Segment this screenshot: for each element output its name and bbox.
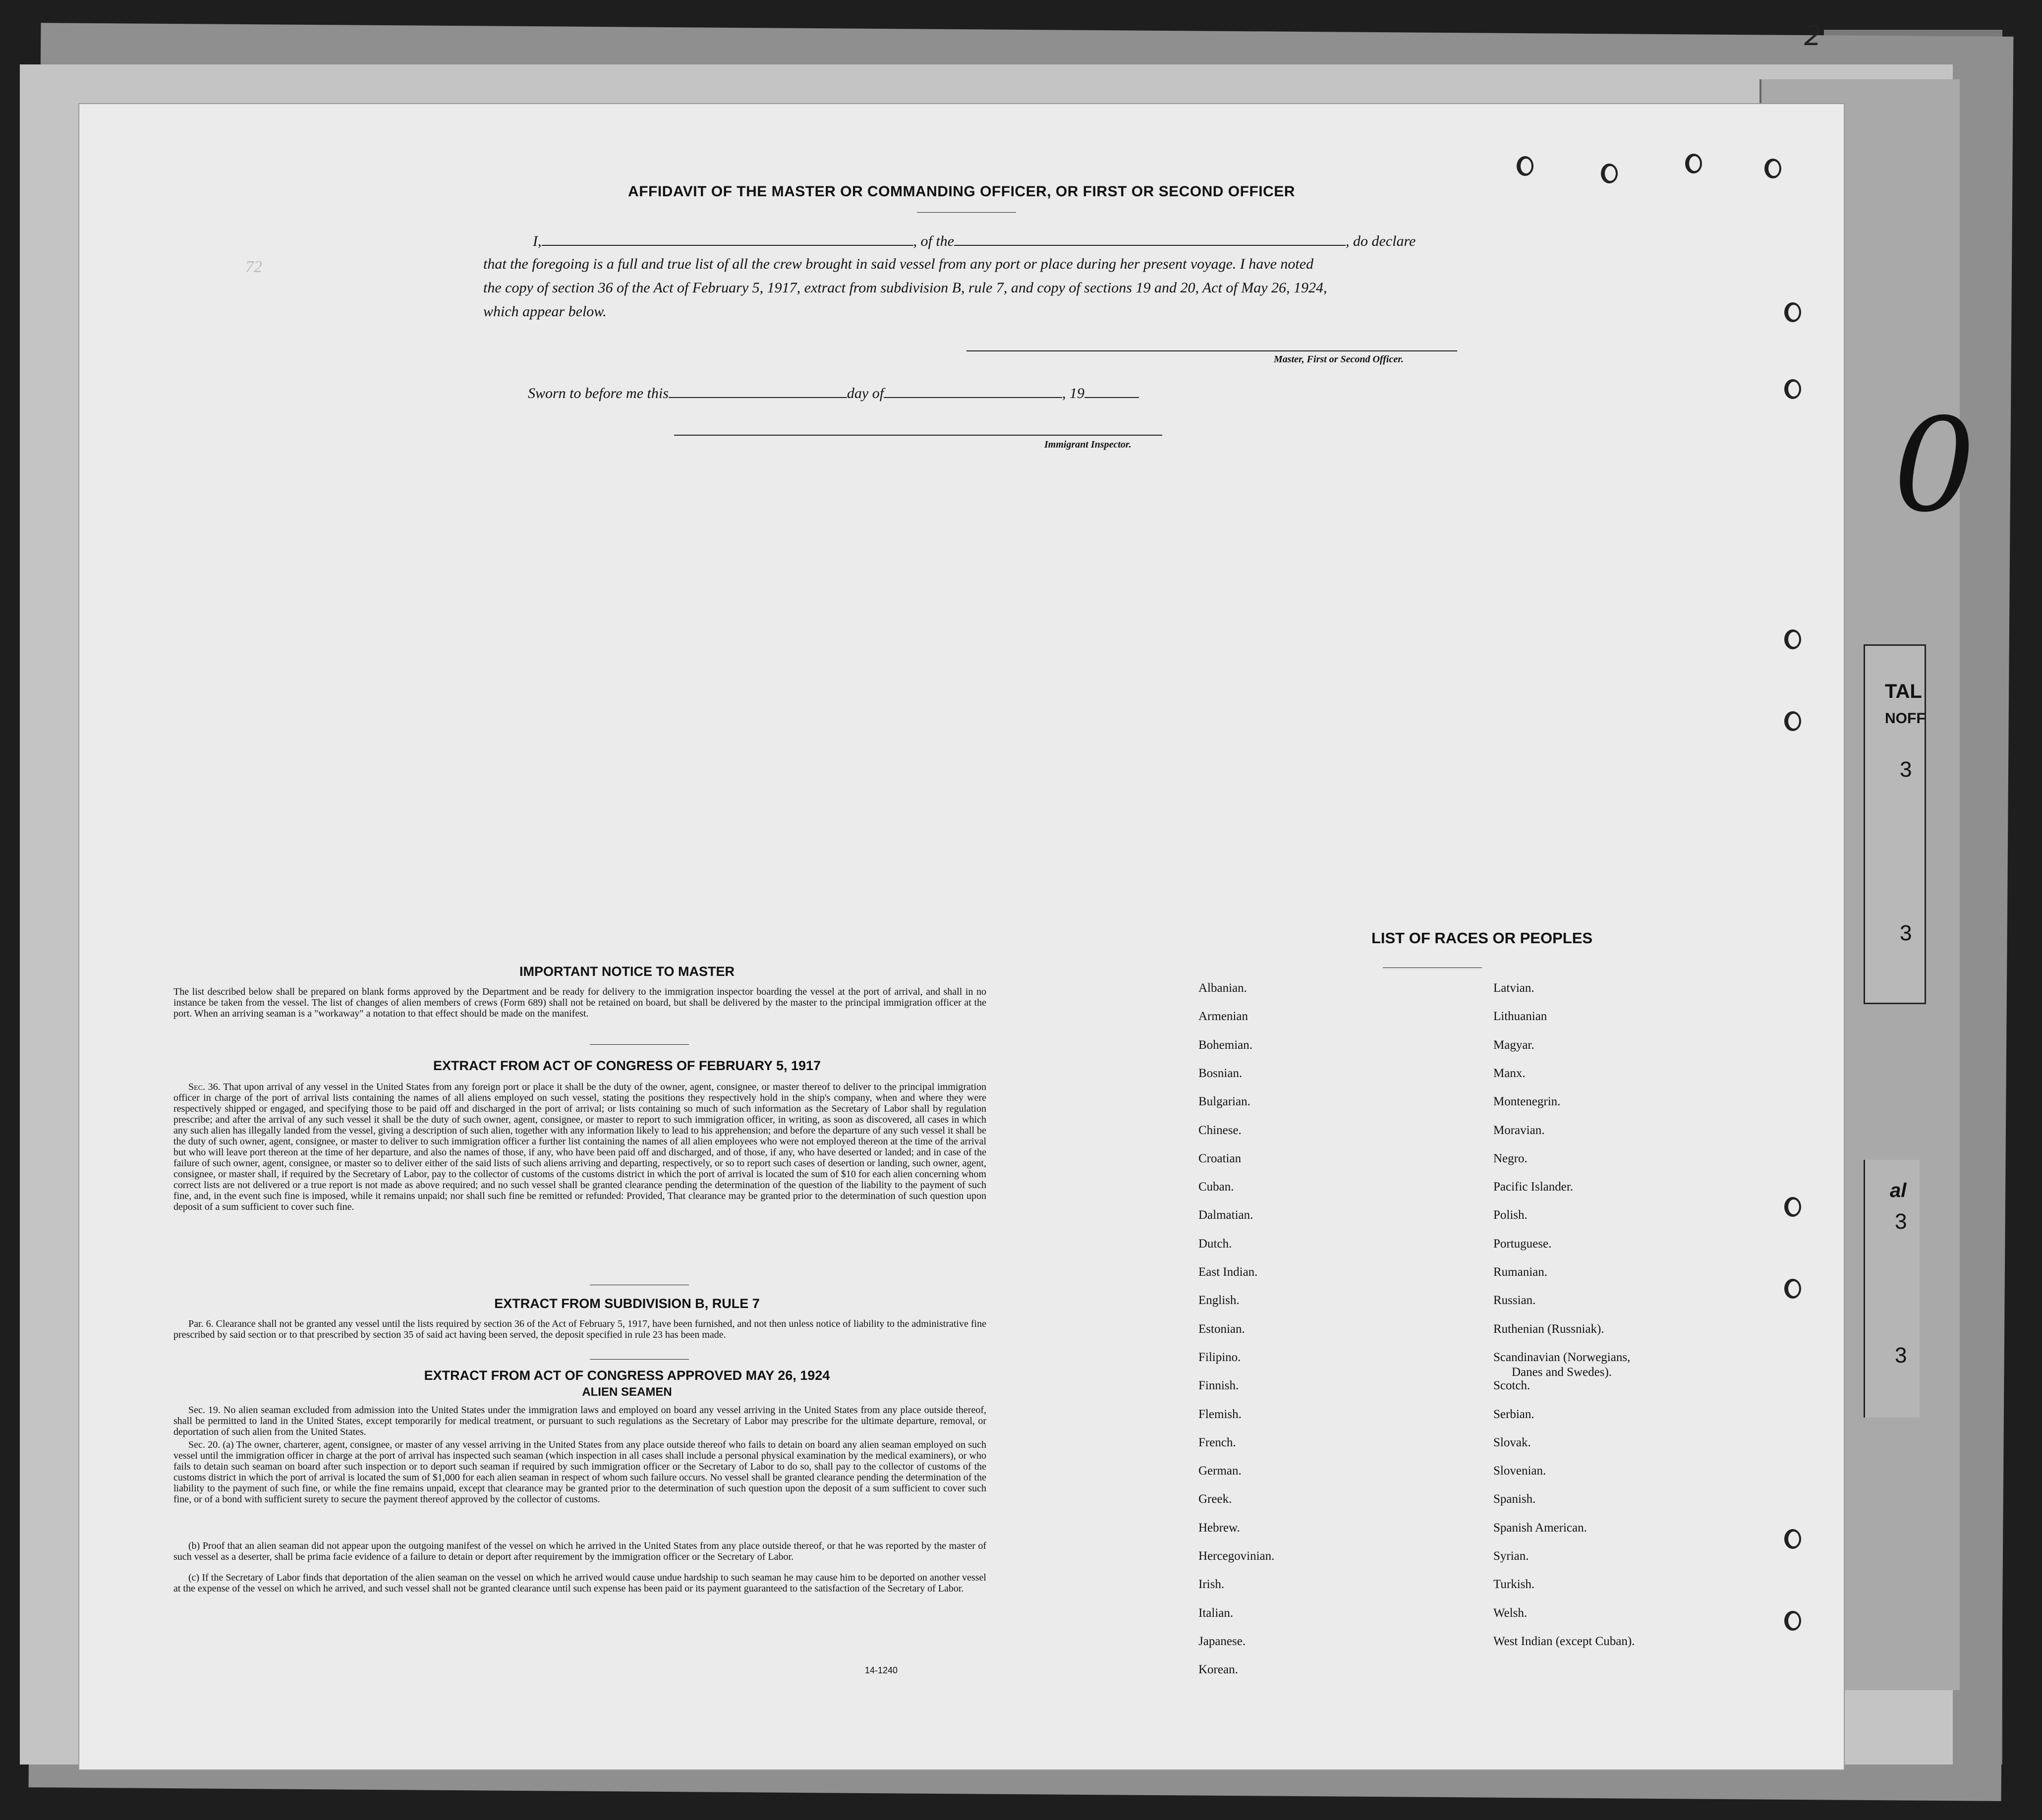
- section-rule: [590, 1044, 689, 1045]
- strip-number: 3: [1900, 757, 1912, 782]
- race-item: Spanish.: [1493, 1492, 1536, 1506]
- race-item: Negro.: [1493, 1151, 1528, 1165]
- race-item: Italian.: [1198, 1606, 1234, 1620]
- race-item: Filipino.: [1198, 1350, 1241, 1364]
- vessel-prefix: , of the: [913, 233, 954, 249]
- notice-body: The list described below shall be prepared on blank forms approved by the Department and be ready for delivery to the immigration inspector boarding the vessel at the port of arrival, and shall in no instance be taken from the vessel. The list of changes of alien members of crews (Form 689) shall not be retained on board, but shall be delivered by the master to the principal immigration officer at the port. When an arriving seaman is a "workaway" a notation to that effect should be made on the manifest.: [173, 986, 986, 1019]
- race-item: Croatian: [1198, 1151, 1242, 1165]
- race-item: Pacific Islander.: [1493, 1180, 1574, 1194]
- race-item: Slovenian.: [1493, 1464, 1546, 1478]
- form-number: 14-1240: [865, 1665, 898, 1675]
- race-item: Bosnian.: [1198, 1066, 1243, 1080]
- sworn-prefix: Sworn to before me this: [528, 385, 669, 401]
- race-item: Korean.: [1198, 1663, 1238, 1677]
- race-item: Montenegrin.: [1493, 1095, 1561, 1109]
- race-item: Moravian.: [1493, 1123, 1545, 1137]
- race-item: East Indian.: [1198, 1265, 1258, 1279]
- manifest-back-page: [79, 104, 1844, 1769]
- race-item: Danes and Swedes).: [1512, 1365, 1612, 1379]
- section-rule: [590, 1359, 689, 1360]
- punch-hole: [1601, 164, 1618, 183]
- declarant-prefix: I,: [533, 233, 542, 249]
- title-rule: [1383, 967, 1482, 968]
- extract-1924-sec20a: Sec. 20. (a) The owner, charterer, agent, consignee, or master of any vessel arriving in the United States from any place outside thereof who fails to detain on board any alien seaman employed on such vessel until the immigration officer in charge at the port of arrival has inspected such seaman (which inspection in all cases shall include a personal physical examination by the medical examiners), or who fails to detain such seaman on board after such inspection or to deport such seaman if required by such immigration officer or the Secretary of Labor to do so, shall pay to the collector of customs of the customs district in which the port of arrival is located the sum of $1,000 for each alien seaman in respect of whom such failure occurs. No vessel shall be granted clearance pending the determination of the liability to the payment of such fine, or while the fine remains unpaid, except that clearance may be granted prior to the determination of such question upon the deposit of a sum sufficient to cover such fine, or of a bond with sufficient surety to secure the payment thereof approved by the collector of customs.: [173, 1439, 986, 1505]
- declaration-line-4: which appear below.: [483, 303, 607, 320]
- strip-label: NOFF: [1885, 710, 1926, 727]
- extract-rule7-body: Par. 6. Clearance shall not be granted any vessel until the lists required by section 36 of the Act of February 5, 1917, have been furnished, and not then unless notice of liability to the administrative fine prescribed by said section or to that prescribed by section 35 of said act having been served, the deposit specified in rule 23 has been made.: [173, 1318, 986, 1340]
- race-item: Hebrew.: [1198, 1521, 1240, 1535]
- race-item: Syrian.: [1493, 1549, 1529, 1563]
- declaration-suffix: , do declare: [1346, 233, 1416, 249]
- declaration-line-1: [533, 232, 1416, 250]
- declarant-name-field[interactable]: [542, 232, 913, 246]
- race-item: Japanese.: [1198, 1634, 1246, 1648]
- race-item: Greek.: [1198, 1492, 1232, 1506]
- sworn-month-field[interactable]: [884, 384, 1062, 398]
- handwritten-margin-note: 2: [1804, 20, 1822, 52]
- sworn-line: [528, 384, 1139, 402]
- race-item: Manx.: [1493, 1066, 1526, 1080]
- punch-hole: [1784, 711, 1801, 731]
- strip-number: 3: [1900, 921, 1912, 945]
- race-item: Dalmatian.: [1198, 1208, 1253, 1222]
- race-item: Hercegovinian.: [1198, 1549, 1275, 1563]
- race-item: Albanian.: [1198, 981, 1247, 995]
- race-item: German.: [1198, 1464, 1242, 1478]
- affidavit-title: AFFIDAVIT OF THE MASTER OR COMMANDING OFFICER, OR FIRST OR SECOND OFFICER: [628, 183, 1295, 200]
- race-item: Scandinavian (Norwegians,: [1493, 1350, 1631, 1364]
- title-rule: [917, 212, 1016, 213]
- extract-rule7-title: EXTRACT FROM SUBDIVISION B, RULE 7: [494, 1296, 760, 1311]
- inspector-label: Immigrant Inspector.: [1044, 439, 1132, 450]
- sworn-day-label: day of: [847, 385, 884, 401]
- race-item: Slovak.: [1493, 1435, 1531, 1449]
- strip-number: 3: [1895, 1343, 1907, 1367]
- faint-page-number: 72: [245, 258, 262, 276]
- race-item: Finnish.: [1198, 1379, 1239, 1393]
- extract-1924-subtitle: ALIEN SEAMEN: [582, 1385, 672, 1399]
- declaration-line-2: that the foregoing is a full and true list of all the crew brought in said vessel from any port or place during her present voyage. I have noted: [483, 256, 1314, 272]
- punch-hole: [1784, 1611, 1801, 1631]
- strip-number: 3: [1895, 1209, 1907, 1234]
- race-item: English.: [1198, 1294, 1240, 1308]
- strip-label: TAL: [1885, 681, 1922, 702]
- race-item: Bulgarian.: [1198, 1095, 1250, 1109]
- master-signature-label: Master, First or Second Officer.: [1274, 354, 1404, 365]
- punch-hole: [1784, 1197, 1801, 1217]
- punch-hole: [1784, 1529, 1801, 1549]
- race-item: Welsh.: [1493, 1606, 1528, 1620]
- inspector-signature-line[interactable]: [674, 435, 1162, 436]
- race-item: Armenian: [1198, 1010, 1248, 1024]
- race-item: West Indian (except Cuban).: [1493, 1634, 1635, 1648]
- sworn-year-field[interactable]: [1084, 384, 1139, 398]
- sworn-day-field[interactable]: [669, 384, 847, 398]
- races-title: LIST OF RACES OR PEOPLES: [1371, 929, 1593, 947]
- extract-1924-sec19: Sec. 19. No alien seaman excluded from admission into the United States under the immigration laws and employed on board any vessel arriving in the United States from any place outside thereof, shall be permitted to land in the United States, except temporarily for medical treatment, or pursuant to such regulations as the Secretary of Labor may prescribe for the ultimate departure, removal, or deportation of such alien from the United States.: [173, 1405, 986, 1437]
- side-strip-lower: [1864, 1160, 1920, 1418]
- race-item: Latvian.: [1493, 981, 1534, 995]
- race-item: French.: [1198, 1435, 1236, 1449]
- master-signature-line[interactable]: [966, 350, 1457, 351]
- vessel-name-field[interactable]: [954, 232, 1346, 246]
- punch-hole: [1784, 629, 1801, 649]
- race-item: Magyar.: [1493, 1038, 1534, 1052]
- extract-1924-sec20c: (c) If the Secretary of Labor finds that deportation of the alien seaman on the vessel on which he arrived would cause undue hardship to such seaman he may cause him to be deported on another vessel at the expense of the vessel on which he arrived, and such vessel shall not be granted clearance until such expense has been paid or its payment guaranteed to the satisfaction of the Secretary of Labor.: [173, 1572, 986, 1594]
- extract-1924-sec20b: (b) Proof that an alien seaman did not appear upon the outgoing manifest of the vessel on which he arrived in the United States from any place outside thereof, or that he was reported by the master of such vessel as a deserter, shall be prima facie evidence of a failure to detain or deport after requirement by the immigration officer or the Secretary of Labor.: [173, 1540, 986, 1562]
- strip-label: al: [1890, 1180, 1907, 1201]
- race-item: Ruthenian (Russniak).: [1493, 1322, 1604, 1336]
- punch-hole: [1685, 154, 1702, 173]
- race-item: Russian.: [1493, 1294, 1536, 1308]
- race-item: Dutch.: [1198, 1237, 1232, 1251]
- extract-1917-body: [173, 1081, 986, 1212]
- punch-hole: [1784, 302, 1801, 322]
- race-item: Bohemian.: [1198, 1038, 1253, 1052]
- race-item: Spanish American.: [1493, 1521, 1587, 1535]
- side-strip-upper: [1864, 644, 1926, 1004]
- race-item: Lithuanian: [1493, 1010, 1547, 1024]
- extract-1917-text: That upon arrival of any vessel in the United States from any foreign port or place it shall be the duty of the owner, agent, consignee, or master thereof to deliver to the principal immigration officer in charge of the port of arrival lists containing the names of all aliens employed on such vessel, stating the positions they respectively hold in the ship's company, when and where they were respectively shipped or engaged, and specifying those to be paid off and discharged in the port of arrival; or lists containing so much of such information as the Secretary of Labor shall by regulation prescribe; and after the arrival of any such vessel it shall be the duty of such owner, agent, consignee, or master to report to such immigration officer, in writing, as soon as discovered, all cases in which any such alien has illegally landed from the vessel, giving a description of such alien, together with any information likely to lead to his apprehension; and before the departure of any such vessel it shall be the duty of such owner, agent, consignee, or master to deliver to such immigration officer a further list containing the names of all alien employees who were not employed thereon at the time of the arrival but who will leave port thereon at the time of her departure, and also the names of those, if any, who have been paid off and discharged, and of those, if any, who have deserted or landed; and in case of the failure of such owner, agent, consignee, or master so to deliver either of the said lists of such aliens arriving and departing, respectively, or so to report such cases of desertion or landing, such owner, agent, consignee, or master shall, if required by the Secretary of Labor, pay to the collector of customs of the customs district in which the port of arrival is located the sum of $10 for each alien concerning whom correct lists are not delivered or a true report is not made as above required; and no such vessel shall be granted clearance pending the determination of the question of the liability to the payment of such fine, and, in the event such fine is imposed, while it remains unpaid; nor shall such fine be remitted or refunded: Provided, That clearance may be granted prior to the determination of such question upon deposit of a sum sufficient to cover such fine.: [173, 1081, 986, 1212]
- punch-hole: [1784, 1279, 1801, 1299]
- race-item: Serbian.: [1493, 1407, 1534, 1421]
- race-item: Irish.: [1198, 1578, 1225, 1592]
- race-item: Flemish.: [1198, 1407, 1242, 1421]
- declaration-line-3: the copy of section 36 of the Act of February 5, 1917, extract from subdivision B, rule 7, and copy of sections 19 and 20, Act of May 26, 1924,: [483, 280, 1327, 296]
- punch-hole: [1517, 156, 1533, 176]
- punch-hole: [1764, 159, 1781, 178]
- race-item: Turkish.: [1493, 1578, 1535, 1592]
- race-item: Rumanian.: [1493, 1265, 1548, 1279]
- sworn-year-label: , 19: [1062, 385, 1085, 401]
- extract-1917-title: EXTRACT FROM ACT OF CONGRESS OF FEBRUARY 5, 1917: [433, 1058, 821, 1073]
- extract-1917-section: Sec. 36.: [188, 1081, 221, 1092]
- race-item: Polish.: [1493, 1208, 1528, 1222]
- extract-1924-title: EXTRACT FROM ACT OF CONGRESS APPROVED MAY 26, 1924: [424, 1368, 830, 1383]
- race-item: Cuban.: [1198, 1180, 1234, 1194]
- notice-title: IMPORTANT NOTICE TO MASTER: [519, 964, 735, 979]
- punch-hole: [1784, 379, 1801, 399]
- handwritten-mark: 0: [1893, 391, 1976, 541]
- race-item: Portuguese.: [1493, 1237, 1552, 1251]
- race-item: Scotch.: [1493, 1379, 1531, 1393]
- race-item: Chinese.: [1198, 1123, 1242, 1137]
- race-item: Estonian.: [1198, 1322, 1245, 1336]
